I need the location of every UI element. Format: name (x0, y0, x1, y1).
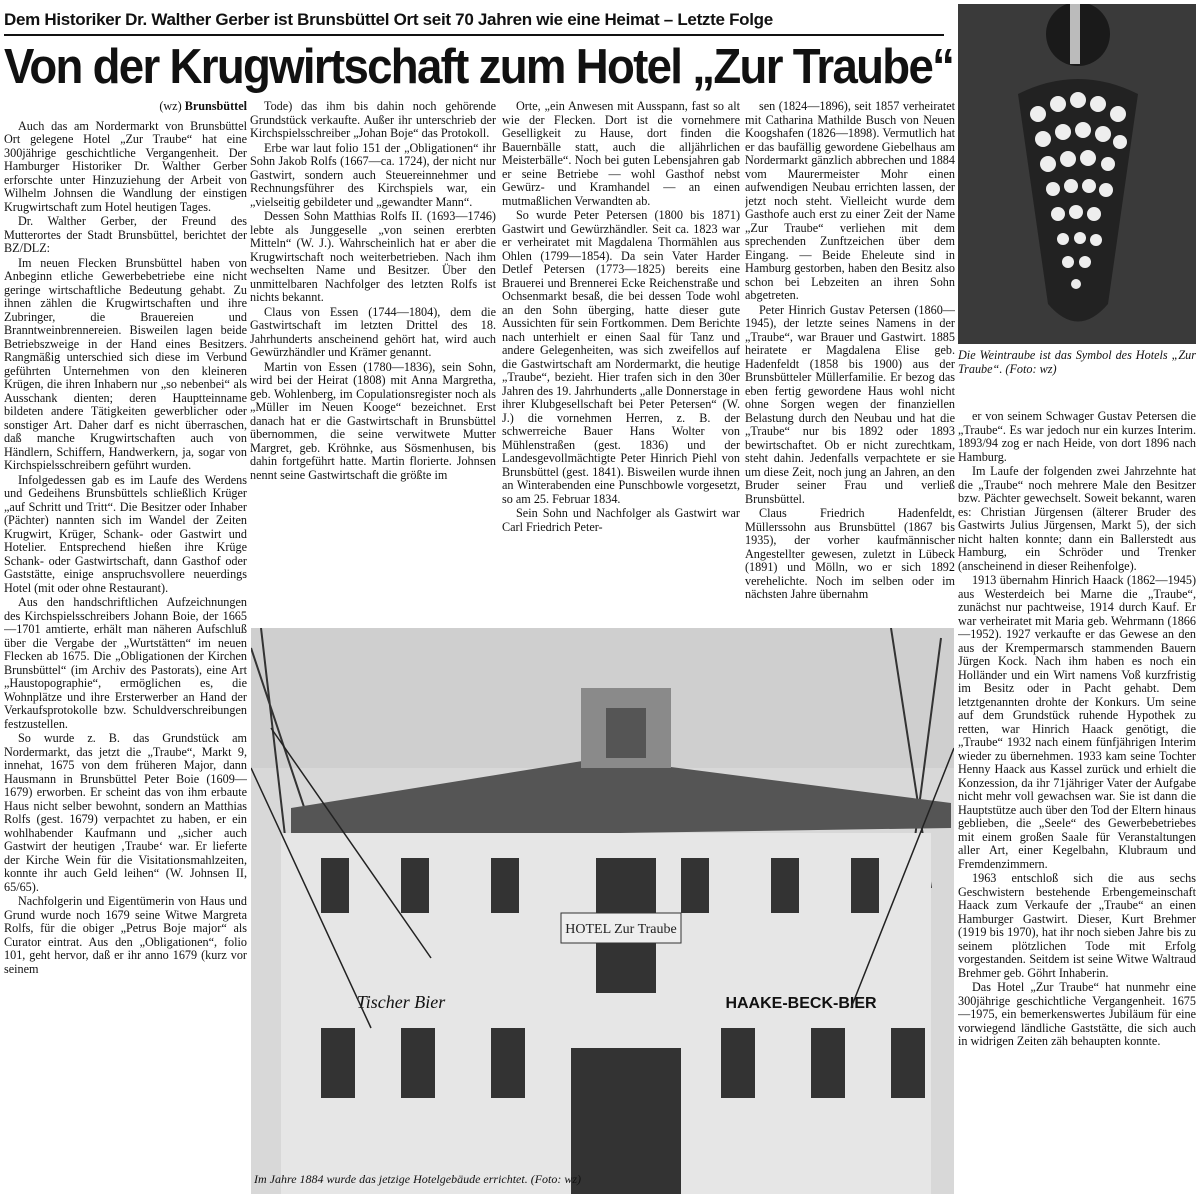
paragraph: Erbe war laut folio 151 der „Obligationen“ ihr Sohn Jakob Rolfs (1667—ca. 1724), der nicht nur Gastwirt, sondern auch Steuereinnehmer und Rechnungsführer des Kirchspiels war, ein „vielseitig gebildeter und „gewandter Mann“. (250, 140, 496, 209)
left-beer-sign: Tischer Bier (356, 992, 446, 1012)
paragraph: So wurde Peter Petersen (1800 bis 1871) Gastwirt und Gewürzhändler. Seit ca. 1823 war er verheiratet mit Magdalena Thormählen aus Ohlen (1799—1854). Da sein Vater Harder Detlef Petersen (1773—1825) bereits eine Brauerei und Brennerei Ecke Reichenstraße und Ochsenmarkt besaß, die bei dessen Tode wohl an den Sohn überging, hatte dieser gute Aussichten für sein Fortkommen. Dem Berichte nach unterhielt er einen Saal für Tanz und andere Gelegenheiten, was sich zweifellos auf die Gastwirtschaft am Nordermarkt, die heutige „Traube“, bezieht. Hier trafen sich in den 30er Jahren des 19. Jahrhunderts „alle Donnerstage in ihrer Klubgesellschaft bei Peter Petersen“ (W. J.) die vornehmen Herren, z. B. der schwerreiche Bauer Hans Wolter von Mühlenstraßen (gest. 1836) und der Landesgevollmächtigte Peter Hinrich Piehl von Brunsbüttel (gest. 1841). Bisweilen wurde ihnen an Winterabenden eine Punschbowle vorgesetzt, so am 25. Februar 1834. (502, 208, 740, 506)
hotel-sign: HOTEL Zur Traube (565, 922, 677, 937)
article-column-1 (4, 100, 247, 1190)
paragraph: Orte, „ein Anwesen mit Ausspann, fast so alt wie der Flecken. Dort ist die vornehmere Geselligkeit zu Hause, dort finden die Bauernbälle statt, auch die alljährlichen Meisterbälle“. Noch bei guten Lebensjahren gab er seine Betriebe — wohl Gasthof nebst Gewürz- und Kramhandel — an einen mutmaßlichen Verwandten ab. (502, 100, 740, 208)
column-1-body (4, 120, 247, 977)
paragraph: Dr. Walther Gerber, der Freund des Mutterortes der Stadt Brunsbüttel, berichtet der BZ/DLZ: (4, 214, 247, 255)
paragraph: sen (1824—1896), seit 1857 verheiratet mit Catharina Mathilde Busch von Neuen Koogshafen (1826—1898). Vermutlich hat er das baufällig gewordene Giebelhaus am Nordermarkt gänzlich abbrechen und 1884 vom Maurermeister Mohr einen aufwendigen Neubau errichten lassen, der jetzt noch steht. Vielleicht wurde dem Gasthofe auch erst zu einer Zeit der Name „Zur Traube“ verliehen mit dem sprechenden Zunftzeichen über dem Eingang. — Beide Eheleute sind in Hamburg gestorben, haben den Besitz also schon bei Lebzeiten an ihren Sohn abgetreten. (745, 100, 955, 302)
paragraph: Claus Friedrich Hadenfeldt, Müllerssohn aus Brunsbüttel (1867 bis 1935), der vorher kaufmännischer Angestellter gewesen, zuletzt in Lübeck (1891) und Mölln, wo er sich 1892 verehelichte. Noch im selben oder im nächsten Jahre übernahm (745, 506, 955, 601)
paragraph: Claus von Essen (1744—1804), dem die Gastwirtschaft im letzten Drittel des 18. Jahrhunderts anscheinend gehört hat, wird auch Gewürzhändler und Krämer genannt. (250, 304, 496, 359)
paragraph: Infolgedessen gab es im Laufe des Werdens und Gedeihens Brunsbüttels schließlich Krüger „auf Schritt und Tritt“. Die Besitzer oder Inhaber (Pächter) nannten sich im Wandel der Zeiten Krugwirt, Krüger, Schank- oder Gastwirt und Hotelier. Entsprechend hießen ihre Krüge Schank- oder Gastwirtschaft, dann Gasthof oder Gaststätte, einige anspruchsvollere neuerdings Hotel (mit oder ohne Restaurant). (4, 472, 247, 595)
byline-location: Brunsbüttel (184, 100, 247, 113)
kicker-line: Dem Historiker Dr. Walther Gerber ist Brunsbüttel Ort seit 70 Jahren wie eine Heimat – Letzte Folge (4, 6, 944, 36)
paragraph: 1963 entschloß sich die aus sechs Geschwistern bestehende Erbengemeinschaft Haack zum Verkaufe der „Traube“ an einen Hamburger Gastwirt. Dieser, Kurt Brehmer (1919 bis 1970), hat ihr noch sieben Jahre bis zu seinem plötzlichen Tode mit Erfolg vorgestanden. Seitdem ist seine Witwe Waltraud Brehmer geb. Göhrt Inhaberin. (958, 871, 1196, 980)
paragraph: So wurde z. B. das Grundstück am Nordermarkt, das jetzt die „Traube“, Markt 9, innehat, 1675 von dem früheren Major, dann Hausmann in Brunsbüttel Peter Boie (1609—1679) erworben. Er scheint das von ihm erbaute Haus nicht selber bewohnt, sondern an Matthias Rolfs (gest. 1679) verpachtet zu haben, er ein wohlhabender Kaufmann und „sicher auch Gastwirt der heutigen ‚Traube‘ war. Er lieferte der Kirche Wein für die Visitationsmahlzeiten, konnte ihr auch Geld leihen“ (W. Johnsen II, 65/65). (4, 731, 247, 894)
paragraph: Im neuen Flecken Brunsbüttel haben von Anbeginn etliche Gewerbebetriebe eine nicht geringe wirtschaftliche Bedeutung gehabt. Zu ihnen zählen die Krugwirtschaften und ihre Zubringer, die Brauereien und Branntweinbrennereien. Bisweilen lagen beide Betriebszweige in der Hand eines Besitzers. Rangmäßig unterschied sich diese im Verbund geführten Unternehmen von den kleineren Krügen, die ihren Inhabern nur „so nebenbei“ als Ausschank dienten; deren Hauptteinname bildeten andere Tätigkeiten gewerblicher oder sonstiger Art. Daher darf es nicht überraschen, daß manche Krugwirtschaften auch von Händlern, Schiffern, Handwerkern, ja, sogar von Kirchspielsschreibern geführt wurden. (4, 255, 247, 472)
article-column-5 (958, 410, 1196, 1188)
paragraph: er von seinem Schwager Gustav Petersen die „Traube“. Es war jedoch nur ein kurzes Interim. 1893/94 zog er nach Heide, von dort 1896 nach Hamburg. (958, 410, 1196, 464)
paragraph: Peter Hinrich Gustav Petersen (1860—1945), der letzte seines Namens in der „Traube“, war Brauer und Gastwirt. 1885 heiratete er Magdalena Elise geb. Hadenfeldt (1858 bis 1900) aus der Brunsbütteler Müllerfamilie. Er bezog das eben fertig gewordene Haus wohl nicht ohne Sorgen wegen der finanziellen Belastung durch den Neubau und hat die „Traube“ nur bis 1892 oder 1893 bewirtschaftet. Ob er nicht zurechtkam, steht dahin. Jedenfalls verpachtete er sie um diese Zeit, noch jung an Jahren, an den Bruder seiner Frau und verließ Brunsbüttel. (745, 302, 955, 506)
paragraph: 1913 übernahm Hinrich Haack (1862—1945) aus Westerdeich bei Marne die „Traube“, zunächst nur pachtweise, 1914 durch Kauf. Er war verheiratet mit Maria geb. Wehrmann (1866—1952). 1927 verkaufte er das Gewese an den aus der Krempermarsch stammenden Bauern Jürgen Kock. Nach ihm haben es noch ein Holländer und ein Wirt namens Voß kurzfristig im Besitz oder in Pacht gehabt. Dem letztgenannten drohte der Konkurs. Um seine auf dem Grundstück ruhende Hypothek zu retten, war Hinrich Haack genötigt, die „Traube“ 1932 nach einem fünfjährigen Interim wieder zu übernehmen. 1933 kam seine Tochter Henny Haack aus Kassel zurück und erhielt die Konzession, da ihr 71jähriger Vater der Aufgabe nicht mehr voll gewachsen war. Sie ist dann die Hauptstütze auch über den Tod der Eltern hinaus geblieben, die „Seele“ des Gewerbebetriebes mit einem großen Saale für Veranstaltungen aller Art, einer Kegelbahn, Klubraum und Fremdenzimmern. (958, 573, 1196, 871)
article-column-3 (502, 100, 740, 620)
paragraph: Im Laufe der folgenden zwei Jahrzehnte hat die „Traube“ noch mehrere Male den Besitzer bzw. Pächter gewechselt. Soweit bekannt, waren es: Christian Jürgensen (älterer Bruder des Gastwirts Julius Jürgensen, Markt 5), der sich nicht halten konnte; dann ein Ballerstedt aus Hamburg, ein Schröder und Trenker (anscheinend in dieser Reihenfolge). (958, 464, 1196, 573)
headline: Von der Krugwirtschaft zum Hotel „Zur Traube“ (4, 40, 954, 94)
paragraph: Nachfolgerin und Eigentümerin von Haus und Grund wurde noch 1679 seine Witwe Margreta Rolfs, für die obiger „Petrus Boje major“ als Curator eintrat. Aus den „Obligationen“, folio 101, geht hervor, daß er ihr anno 1679 (kurz vor seinem (4, 894, 247, 976)
paragraph: Dessen Sohn Matthias Rolfs II. (1693—1746) lebte als Junggeselle „von seinen ererbten Mitteln“ (W. J.). Wahrscheinlich hat er aber die Krugwirtschaft noch weiterbetrieben. Nach ihm wechselten Name und Besitzer. Über den unmittelbaren Nachfolger des letzten Rolfs ist nichts bekannt. (250, 209, 496, 304)
paragraph: Aus den handschriftlichen Aufzeichnungen des Kirchspielsschreibers Johann Boie, der 1665—1701 amtierte, erhält man näheren Aufschluß über die Vergabe der „Wurtstätten“ im neuen Flecken ab 1675. Die „Obligationen der Kirchen Brunsbüttel“ (im Archiv des Pastorats), eine Art „Haustopographie“, ermöglichen es, die Wohnplätze und ihre Ersterwerber an Hand der Verkaufsprotokolle bzw. Schuldverschreibungen festzustellen. (4, 595, 247, 731)
paragraph: Tode) das ihm bis dahin noch gehörende Grundstück verkaufte. Außer ihr unterschrieb der Kirchspielsschreiber „Johan Boje“ das Protokoll. (250, 100, 496, 140)
paragraph: Das Hotel „Zur Traube“ hat nunmehr eine 300jährige geschichtliche Vergangenheit. 1675—1975, ein bemerkenswertes Jubiläum für eine vorwiegend ländliche Gaststätte, die sich auch in widrigen Zeiten zäh behaupten konnte. (958, 980, 1196, 1048)
grape-photo (958, 4, 1196, 344)
byline-author: (wz) (159, 100, 182, 113)
paragraph: Martin von Essen (1780—1836), sein Sohn, wird bei der Heirat (1808) mit Anna Margretha, geb. Wohlenberg, im Copulationsregister noch als „Müller im Neuen Kooge“ bezeichnet. Erst danach hat er die Gastwirtschaft in Brunsbüttel übernommen, die seine verwitwete Mutter Margret, geb. Kröhnke, aus Sösmenhusen, bis dahin fortgeführt hatte. Martin florierte. Johnsen nennt seine Gastwirtschaft die größte im (250, 359, 496, 482)
grape-caption: Die Weintraube ist das Symbol des Hotels „Zur Traube“. (Foto: wz) (958, 348, 1196, 376)
byline (4, 100, 247, 114)
paragraph: Sein Sohn und Nachfolger als Gastwirt war Carl Friedrich Peter- (502, 506, 740, 534)
right-beer-sign: HAAKE-BECK-BIER (725, 995, 877, 1012)
paragraph: Auch das am Nordermarkt von Brunsbüttel Ort gelegene Hotel „Zur Traube“ hat eine 300jährige geschichtliche Vergangenheit. Der Hamburger Historiker Dr. Walther Gerber erforschte unter Hinzuziehung der Arbeit von Wilhelm Johnsen die Wandlung der einstigen Krugwirtschaft zum Hotel heutigen Tages. (4, 118, 247, 214)
article-column-4 (745, 100, 955, 620)
hotel-building-photo (251, 628, 954, 1194)
article-column-2 (250, 100, 496, 620)
photo-caption: Im Jahre 1884 wurde das jetzige Hotelgebäude errichtet. (Foto: wz) (254, 1172, 582, 1186)
